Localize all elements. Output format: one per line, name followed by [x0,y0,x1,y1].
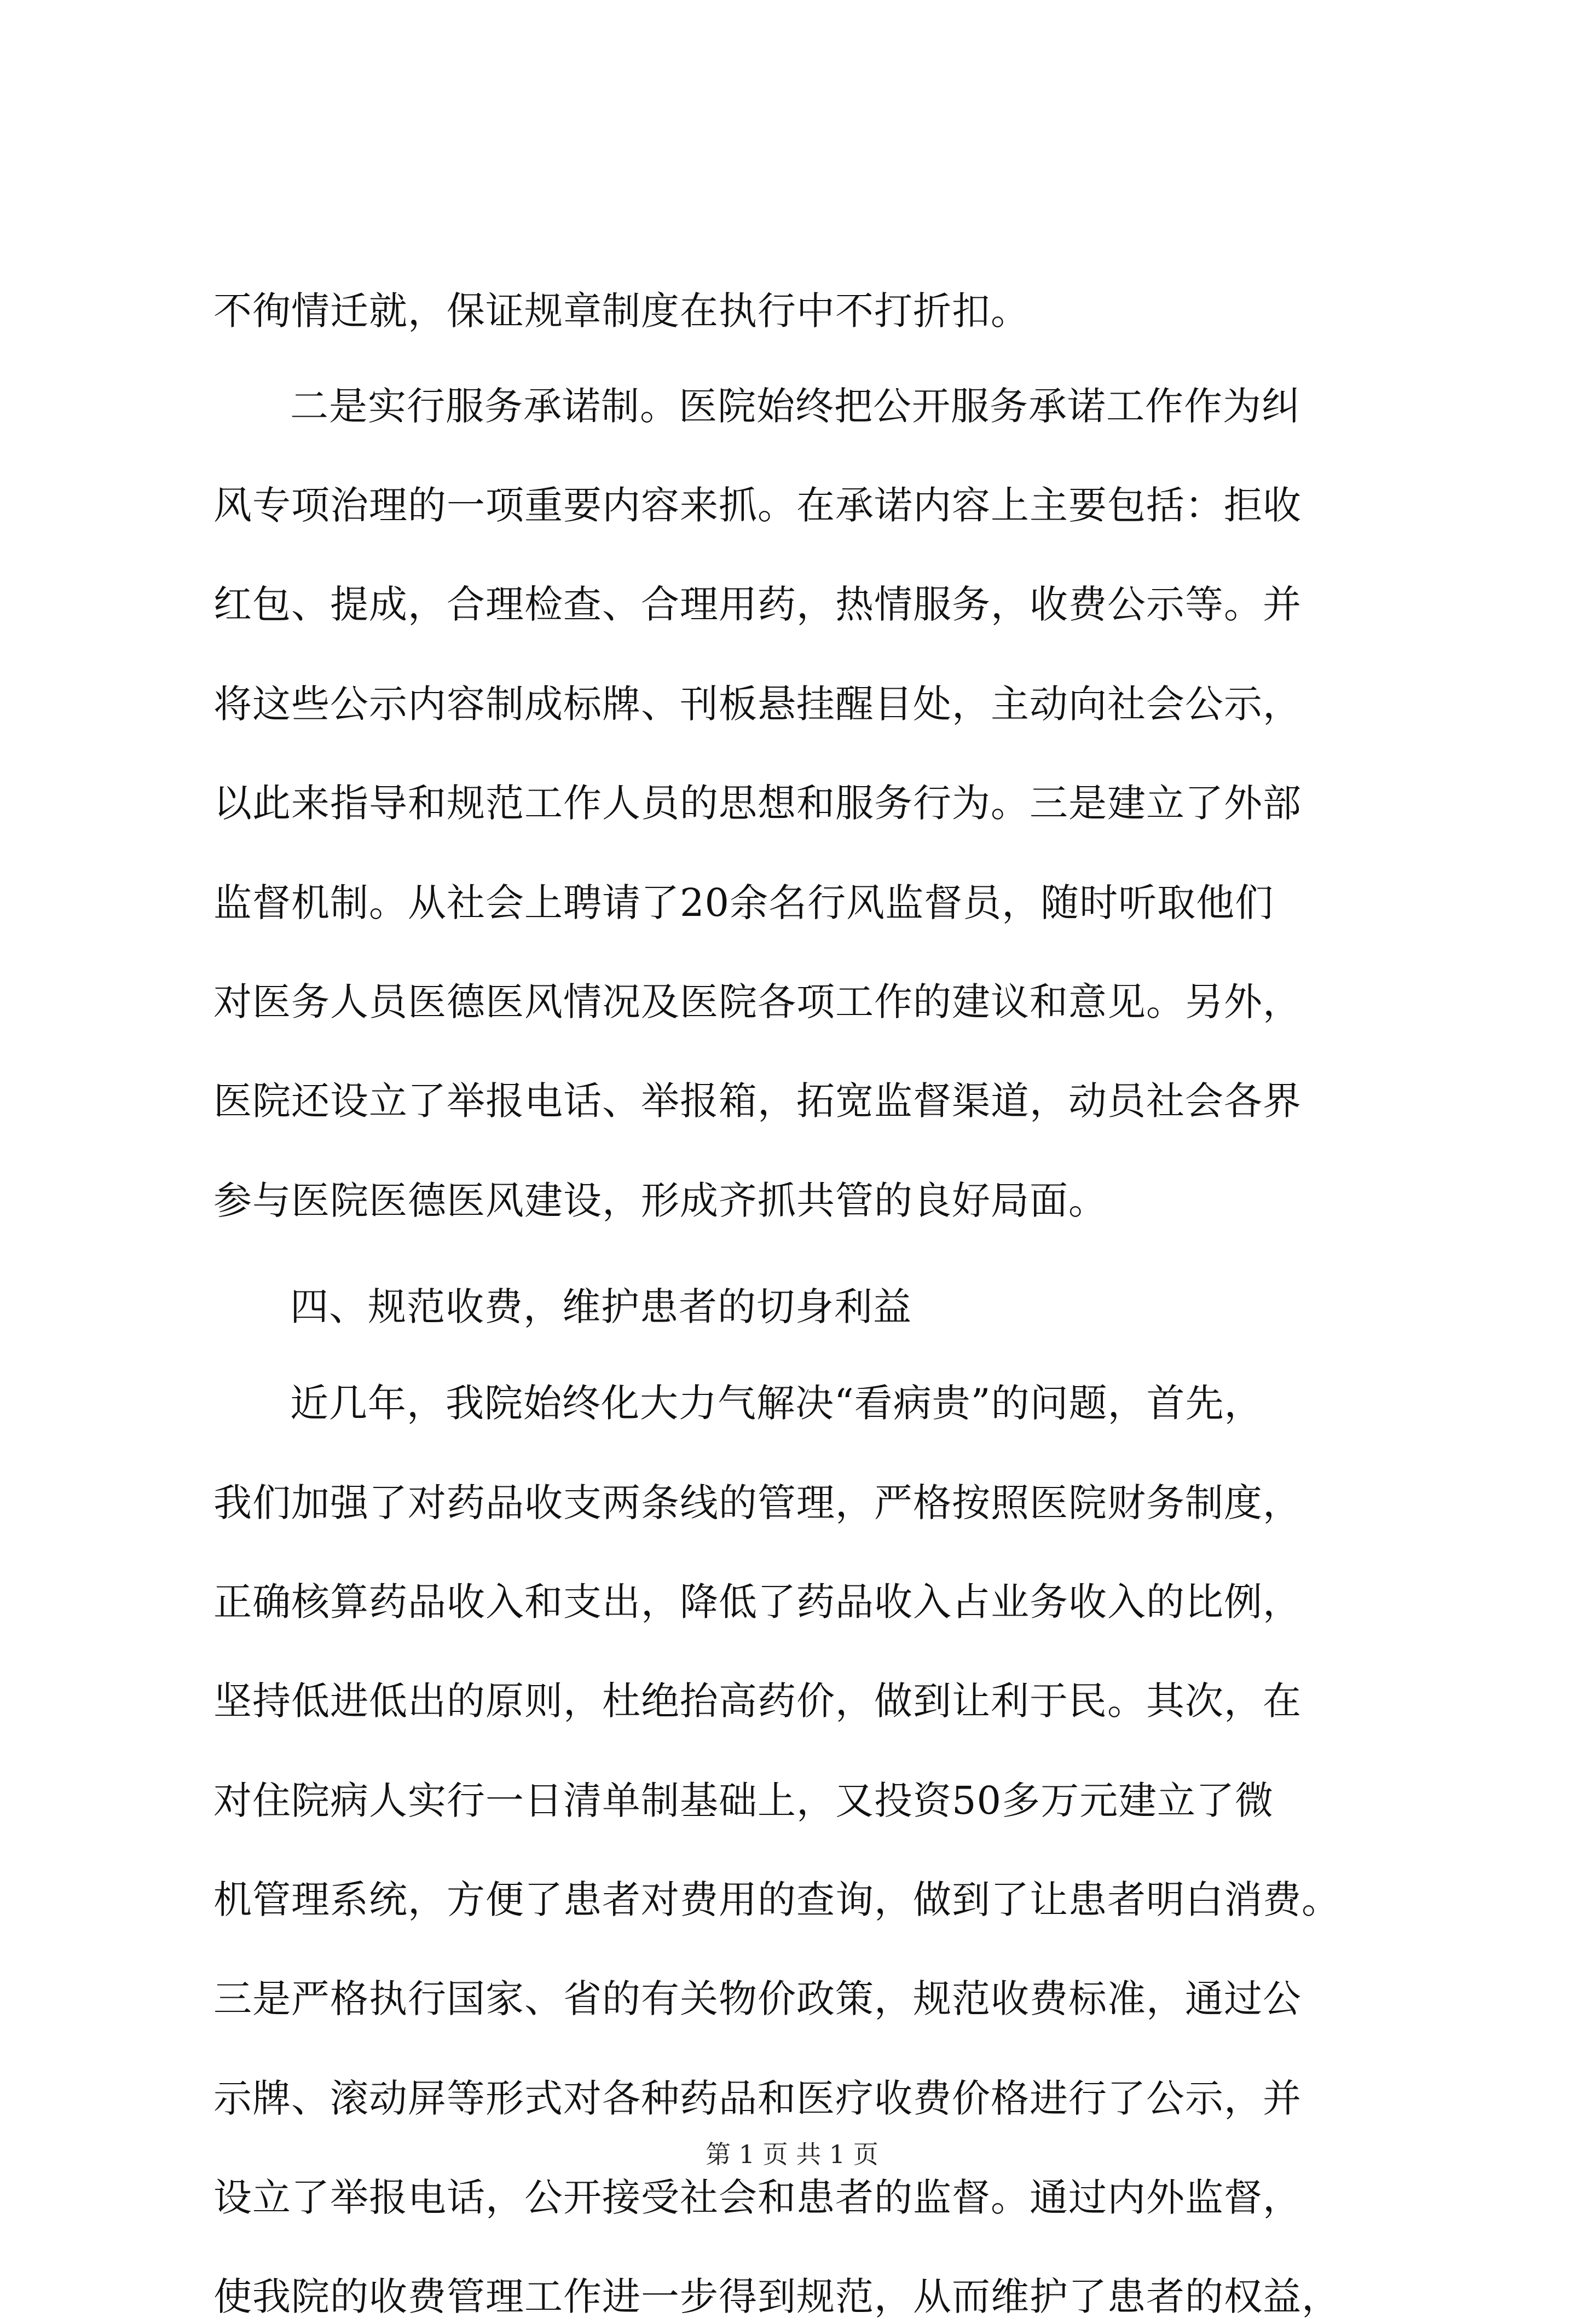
paragraph-line: 二是实行服务承诺制。医院始终把公开服务承诺工作作为纠 [290,384,1300,429]
paragraph-line: 机管理系统，方便了患者对费用的查询，做到了让患者明白消费。 [213,1877,1340,1922]
page-footer: 第 1 页 共 1 页 [706,2140,878,2169]
paragraph-line: 对住院病人实行一日清单制基础上，又投资50多万元建立了微 [213,1778,1274,1823]
paragraph-line: 以此来指导和规范工作人员的思想和服务行为。三是建立了外部 [213,781,1302,826]
paragraph-line: 监督机制。从社会上聘请了20余名行风监督员，随时听取他们 [213,880,1274,925]
paragraph-line: 坚持低进低出的原则，杜绝抬高药价，做到让利于民。其次，在 [213,1679,1302,1723]
paragraph-line: 我们加强了对药品收支两条线的管理，严格按照医院财务制度， [213,1480,1302,1525]
paragraph-line: 对医务人员医德医风情况及医院各项工作的建议和意见。另外， [213,979,1302,1024]
paragraph-line: 近几年，我院始终化大力气解决“看病贵”的问题，首先， [290,1381,1263,1426]
paragraph-line: 将这些公示内容制成标牌、刊板悬挂醒目处，主动向社会公示， [213,682,1302,726]
paragraph-line: 医院还设立了举报电话、举报箱，拓宽监督渠道，动员社会各界 [213,1079,1302,1123]
paragraph-line: 正确核算药品收入和支出，降低了药品收入占业务收入的比例， [213,1579,1302,1624]
paragraph-line: 使我院的收费管理工作进一步得到规范，从而维护了患者的权益， [213,2274,1340,2319]
paragraph-line: 三是严格执行国家、省的有关物价政策，规范收费标准，通过公 [213,1976,1302,2021]
section-heading: 四、规范收费，维护患者的切身利益 [290,1284,912,1329]
paragraph-line: 不徇情迁就，保证规章制度在执行中不打折扣。 [213,289,1030,333]
paragraph-line: 参与医院医德医风建设，形成齐抓共管的良好局面。 [213,1178,1107,1223]
paragraph-line: 风专项治理的一项重要内容来抓。在承诺内容上主要包括：拒收 [213,483,1302,528]
paragraph-line: 设立了举报电话，公开接受社会和患者的监督。通过内外监督， [213,2175,1302,2220]
paragraph-line: 示牌、滚动屏等形式对各种药品和医疗收费价格进行了公示，并 [213,2076,1302,2121]
paragraph-line: 红包、提成，合理检查、合理用药，热情服务，收费公示等。并 [213,582,1302,627]
